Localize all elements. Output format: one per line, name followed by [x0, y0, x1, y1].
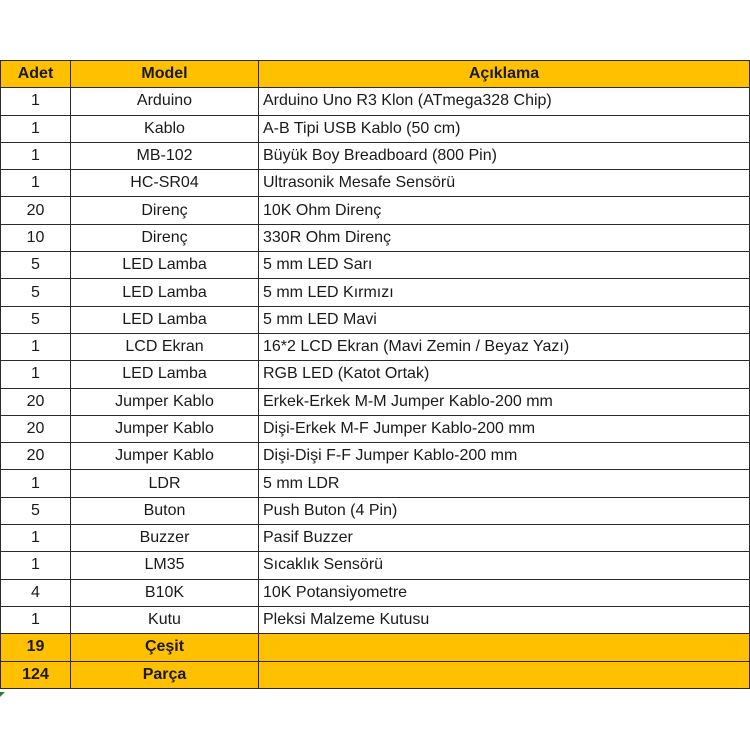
table-cell-aciklama: RGB LED (Katot Ortak) [259, 361, 750, 388]
table-row [1, 279, 750, 306]
table-cell-aciklama: 5 mm LED Kırmızı [259, 279, 750, 306]
table-cell-adet: 1 [1, 115, 71, 142]
table-cell-aciklama: Erkek-Erkek M-M Jumper Kablo-200 mm [259, 388, 750, 415]
table-cell-aciklama: Sıcaklık Sensörü [259, 552, 750, 579]
parts-table [0, 60, 750, 689]
header-model: Model [71, 61, 259, 88]
total-cell-adet: 19 [1, 634, 71, 661]
table-cell-model: Jumper Kablo [71, 443, 259, 470]
table-cell-adet: 1 [1, 606, 71, 633]
table-cell-aciklama: 10K Potansiyometre [259, 579, 750, 606]
table-cell-model: LED Lamba [71, 279, 259, 306]
table-cell-aciklama: Pasif Buzzer [259, 525, 750, 552]
table-cell-adet: 10 [1, 224, 71, 251]
table-row [1, 306, 750, 333]
table-cell-adet: 20 [1, 388, 71, 415]
table-cell-model: Arduino [71, 88, 259, 115]
total-cell-adet: 124 [1, 661, 71, 688]
header-row [1, 61, 750, 88]
table-row [1, 552, 750, 579]
table-cell-model: Kablo [71, 115, 259, 142]
cell-corner-marker [0, 692, 5, 697]
total-cell-aciklama [259, 634, 750, 661]
total-cell-model: Çeşit [71, 634, 259, 661]
table-cell-model: B10K [71, 579, 259, 606]
table-cell-aciklama: 5 mm LED Mavi [259, 306, 750, 333]
table-body [1, 88, 750, 634]
table-cell-adet: 1 [1, 361, 71, 388]
table-cell-adet: 4 [1, 579, 71, 606]
table-cell-model: Jumper Kablo [71, 388, 259, 415]
table-cell-aciklama: 5 mm LDR [259, 470, 750, 497]
table-cell-adet: 20 [1, 443, 71, 470]
table-cell-model: Buzzer [71, 525, 259, 552]
table-row [1, 388, 750, 415]
table-row [1, 606, 750, 633]
table-cell-adet: 1 [1, 470, 71, 497]
table-cell-adet: 1 [1, 525, 71, 552]
table-cell-model: LDR [71, 470, 259, 497]
table-row [1, 142, 750, 169]
table-row [1, 525, 750, 552]
parts-list-sheet [0, 60, 750, 689]
table-cell-model: Direnç [71, 224, 259, 251]
table-cell-model: HC-SR04 [71, 170, 259, 197]
table-cell-aciklama: Dişi-Erkek M-F Jumper Kablo-200 mm [259, 415, 750, 442]
table-row [1, 361, 750, 388]
table-cell-aciklama: Büyük Boy Breadboard (800 Pin) [259, 142, 750, 169]
table-row [1, 579, 750, 606]
total-cell-model: Parça [71, 661, 259, 688]
table-cell-model: Direnç [71, 197, 259, 224]
table-cell-model: LED Lamba [71, 252, 259, 279]
table-cell-aciklama: Arduino Uno R3 Klon (ATmega328 Chip) [259, 88, 750, 115]
table-cell-aciklama: Pleksi Malzeme Kutusu [259, 606, 750, 633]
table-cell-adet: 5 [1, 279, 71, 306]
table-cell-model: Jumper Kablo [71, 415, 259, 442]
table-row [1, 115, 750, 142]
table-cell-adet: 1 [1, 170, 71, 197]
table-row [1, 170, 750, 197]
total-row [1, 634, 750, 661]
table-cell-adet: 5 [1, 252, 71, 279]
table-row [1, 197, 750, 224]
header-aciklama: Açıklama [259, 61, 750, 88]
table-cell-adet: 1 [1, 333, 71, 360]
table-cell-adet: 20 [1, 415, 71, 442]
table-cell-adet: 1 [1, 142, 71, 169]
table-cell-adet: 1 [1, 88, 71, 115]
table-cell-adet: 5 [1, 497, 71, 524]
table-cell-aciklama: Push Buton (4 Pin) [259, 497, 750, 524]
table-cell-aciklama: 10K Ohm Direnç [259, 197, 750, 224]
header-adet: Adet [1, 61, 71, 88]
table-cell-aciklama: Ultrasonik Mesafe Sensörü [259, 170, 750, 197]
table-cell-model: LCD Ekran [71, 333, 259, 360]
table-cell-adet: 20 [1, 197, 71, 224]
table-row [1, 88, 750, 115]
table-row [1, 497, 750, 524]
table-cell-aciklama: 330R Ohm Direnç [259, 224, 750, 251]
table-row [1, 224, 750, 251]
table-cell-model: LM35 [71, 552, 259, 579]
table-row [1, 252, 750, 279]
table-row [1, 443, 750, 470]
table-cell-model: Buton [71, 497, 259, 524]
total-cell-aciklama [259, 661, 750, 688]
table-cell-model: LED Lamba [71, 361, 259, 388]
table-cell-adet: 5 [1, 306, 71, 333]
table-cell-model: MB-102 [71, 142, 259, 169]
table-cell-aciklama: 5 mm LED Sarı [259, 252, 750, 279]
table-row [1, 415, 750, 442]
table-cell-model: LED Lamba [71, 306, 259, 333]
table-totals [1, 634, 750, 689]
table-cell-aciklama: A-B Tipi USB Kablo (50 cm) [259, 115, 750, 142]
table-cell-aciklama: 16*2 LCD Ekran (Mavi Zemin / Beyaz Yazı) [259, 333, 750, 360]
table-row [1, 333, 750, 360]
table-header [1, 61, 750, 88]
total-row [1, 661, 750, 688]
table-cell-model: Kutu [71, 606, 259, 633]
table-row [1, 470, 750, 497]
table-cell-adet: 1 [1, 552, 71, 579]
table-cell-aciklama: Dişi-Dişi F-F Jumper Kablo-200 mm [259, 443, 750, 470]
